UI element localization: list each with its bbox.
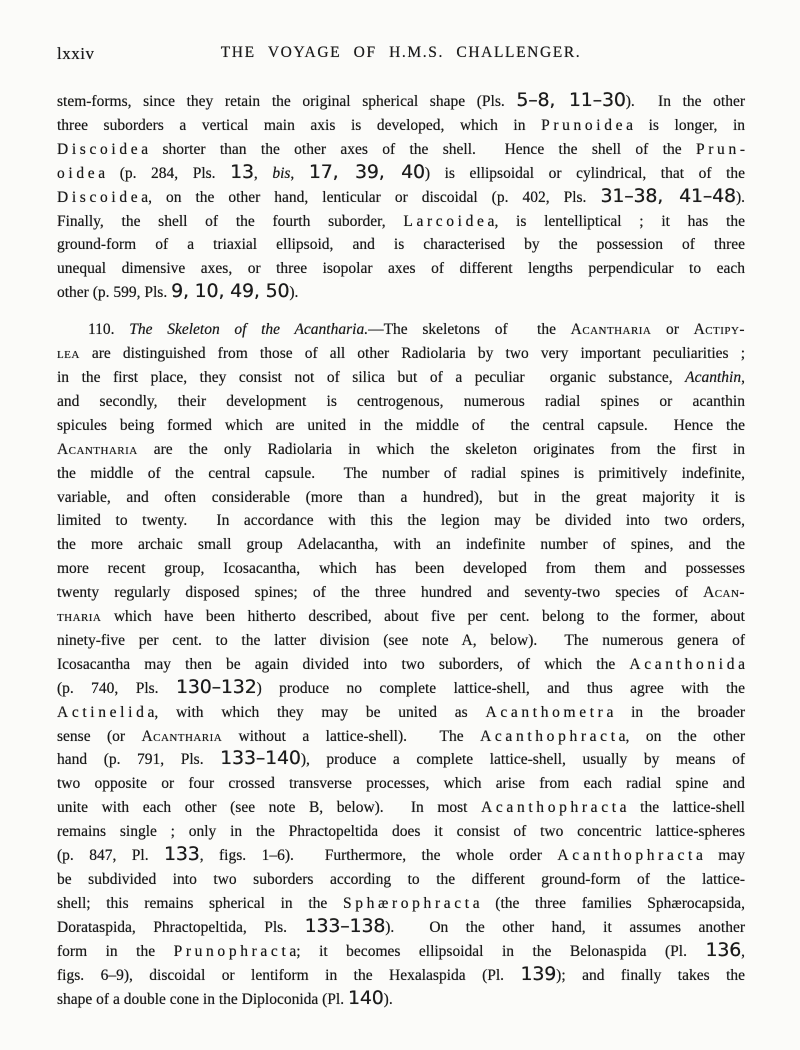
text-segment: ,	[253, 164, 273, 182]
text-line	[57, 366, 745, 390]
text-segment: shorter than the other axes of the shell. Hence the shell of the	[148, 140, 696, 158]
text-segment: or	[651, 321, 694, 339]
text-segment: spicules being formed which are united in the middle of the central capsule. Hence the	[57, 416, 745, 434]
text-segment: Icosacantha may then be again divided into two suborders, of which the	[57, 655, 630, 673]
text-segment: (the three families Sphærocapsida,	[479, 894, 745, 912]
text-segment: are the only Radiolaria in which the skeleton originates from the first in	[137, 440, 745, 458]
text-line	[57, 186, 745, 210]
text-segment: two opposite or four crossed transverse processes, which arise from each radial spine and	[57, 775, 745, 793]
text-segment: may	[702, 847, 745, 865]
text-line	[57, 438, 745, 462]
text-segment: other (p. 599, Pls.	[57, 284, 172, 302]
paragraph	[57, 318, 749, 1011]
text-line	[57, 916, 745, 940]
text-segment: Larcoidea	[403, 212, 499, 230]
text-segment: 31–38, 41–48	[600, 184, 736, 207]
text-line	[57, 233, 745, 257]
text-segment: ). In the other	[625, 93, 745, 110]
text-segment: tharia	[57, 608, 102, 626]
text-line	[57, 210, 745, 234]
text-segment: ).	[289, 284, 299, 302]
text-segment: Acantharia	[141, 727, 223, 745]
text-segment: (p. 284, Pls.	[105, 164, 231, 182]
text-segment: 17, 39, 40	[308, 160, 425, 183]
text-line	[57, 581, 745, 605]
text-segment: Actipy-	[693, 321, 745, 339]
text-line	[57, 509, 745, 533]
text-segment: Finally, the shell of the fourth suborder,	[57, 212, 404, 230]
text-segment: be subdivided into two suborders according to the different ground-form of the lattice-	[57, 871, 745, 888]
text-line	[57, 725, 745, 749]
text-segment: , with which they may be united as	[154, 703, 486, 721]
text-segment: three suborders a vertical main axis is developed, which in	[57, 116, 542, 134]
text-segment: , is lentelliptical ; it has the	[494, 212, 746, 230]
text-segment: Prunoidea	[541, 116, 637, 134]
text-segment: are distinguished from those of all other Radiolaria by two very important peculiarities ;	[79, 345, 745, 363]
text-segment: ,	[290, 164, 309, 182]
text-line	[57, 318, 745, 342]
text-line	[57, 868, 745, 892]
text-segment: 5–8, 11–30	[516, 89, 626, 111]
text-line	[57, 390, 745, 414]
text-segment: the more archaic small group Adelacantha, with an indefinite number of spines, and the	[57, 536, 745, 554]
text-segment: 133	[164, 843, 200, 866]
text-segment: (p. 740, Pls.	[57, 679, 176, 697]
text-segment: , on the other	[625, 727, 745, 745]
text-segment: Sphærophracta	[342, 894, 484, 912]
text-line	[57, 796, 745, 820]
text-segment: ); and finally takes the	[556, 966, 746, 984]
text-segment: ).	[383, 990, 393, 1008]
text-segment: ,	[741, 942, 745, 960]
text-line	[57, 748, 745, 772]
text-line	[57, 605, 745, 629]
text-segment: and secondly, their development is centrogenous, numerous radial spines or acanthin	[57, 392, 745, 410]
text-segment: Acanthophracta	[480, 727, 630, 745]
text-segment: the middle of the central capsule. The number of radial spines is primitively indefinite,	[57, 464, 745, 482]
text-segment: unite with each other (see note B, below). In most	[57, 799, 482, 817]
text-segment: ), produce a complete lattice-shell, usually by means of	[300, 751, 746, 769]
text-segment: Dorataspida, Phractopeltida, Pls.	[57, 918, 305, 936]
text-segment: shell; this remains spherical in the	[57, 894, 343, 912]
text-segment: 9, 10, 49, 50	[171, 280, 290, 303]
text-segment: Discoidea	[57, 140, 152, 158]
text-segment: Acantharia	[570, 321, 652, 339]
text-line	[57, 892, 745, 916]
text-segment: oidea	[57, 164, 109, 182]
text-segment: Acanthophracta	[481, 799, 631, 817]
text-segment: 136	[705, 938, 742, 961]
text-segment: Prun-	[695, 140, 749, 158]
text-line	[57, 844, 745, 868]
text-line	[57, 988, 745, 1012]
text-segment: The Skeleton of the Acantharia.	[129, 321, 369, 339]
text-line	[57, 414, 745, 438]
text-segment: ) produce no complete lattice-shell, and thus agree with the	[256, 679, 746, 697]
text-segment: Acantharia	[57, 440, 138, 458]
text-segment: hand (p. 791, Pls.	[57, 751, 221, 769]
text-segment: Acanthin	[685, 368, 742, 386]
text-segment: ).	[735, 188, 745, 206]
text-segment: is longer, in	[633, 116, 746, 134]
text-segment: Acanthometra	[485, 703, 617, 721]
text-segment: in the broader	[613, 703, 745, 721]
text-segment: shape of a double cone in the Diploconida (Pl.	[57, 990, 348, 1008]
text-line	[57, 281, 745, 305]
text-segment: without a lattice-shell). The	[222, 727, 481, 745]
text-line	[57, 533, 745, 557]
text-line	[57, 462, 745, 486]
text-segment: 133–138	[304, 914, 386, 937]
text-segment: lea	[57, 345, 80, 363]
text-segment: form in the	[57, 942, 174, 960]
text-line	[57, 820, 745, 844]
page-body	[57, 89, 749, 1011]
text-segment: Acanthonida	[629, 655, 749, 673]
text-segment: twenty regularly disposed spines; of the three hundred and seventy-two species of	[57, 584, 704, 602]
text-segment: ground-form of a triaxial ellipsoid, and is characterised by the possession of three	[57, 236, 745, 254]
text-segment: variable, and often considerable (more than a hundred), but in the great majority it is	[57, 488, 745, 506]
text-segment: 139	[520, 962, 557, 985]
text-segment: more recent group, Icosacantha, which has been developed from them and possesses	[57, 560, 745, 578]
running-title: THE VOYAGE OF H.M.S. CHALLENGER.	[220, 44, 582, 61]
text-line	[57, 677, 745, 701]
text-line	[57, 90, 745, 114]
text-segment: Actinelida	[57, 703, 158, 721]
text-line	[57, 557, 745, 581]
text-segment: 130–132	[175, 675, 257, 698]
text-segment: 110.	[88, 321, 130, 339]
text-segment: ; it becomes ellipsoidal in the Belonaspida (Pl.	[296, 942, 706, 960]
text-segment: 140	[347, 986, 384, 1009]
text-segment: stem-forms, since they retain the original spherical shape (Pls.	[57, 93, 517, 110]
text-line	[57, 940, 745, 964]
text-segment: , on the other hand, lenticular or discoidal (p. 402, Pls.	[148, 188, 601, 206]
text-segment: bis	[272, 164, 291, 182]
text-segment: ,	[741, 368, 745, 386]
text-line	[57, 629, 745, 653]
text-segment: —The skeletons of the	[368, 321, 571, 339]
text-segment: sense (or	[57, 727, 142, 745]
text-line	[57, 257, 745, 281]
text-segment: in the first place, they consist not of silica but of a peculiar organic substance,	[57, 368, 686, 386]
text-line	[57, 653, 749, 677]
text-line	[57, 772, 745, 796]
text-line	[57, 162, 745, 186]
text-segment: (p. 847, Pl.	[57, 847, 165, 865]
text-segment: figs. 6–9), discoidal or lentiform in the Hexalaspida (Pl.	[57, 966, 521, 984]
text-segment: limited to twenty. In accordance with this the legion may be divided into two orders,	[57, 512, 745, 530]
text-segment: ) is ellipsoidal or cylindrical, that of the	[424, 164, 746, 182]
text-segment: which have been hitherto described, about five per cent. belong to the former, about	[101, 608, 745, 626]
text-line	[57, 486, 745, 510]
text-line	[57, 342, 745, 366]
text-segment: unequal dimensive axes, or three isopolar axes of different lengths perpendicular to each	[57, 260, 745, 278]
text-segment: Prunophracta	[173, 942, 300, 960]
text-segment: the lattice-shell	[626, 799, 745, 817]
text-line	[57, 964, 745, 988]
text-line	[57, 138, 749, 162]
text-segment: Acanthophracta	[557, 847, 707, 865]
text-segment: 133–140	[220, 747, 301, 770]
text-segment: ). On the other hand, it assumes another	[385, 918, 745, 936]
paragraph	[57, 89, 749, 305]
text-segment: 13	[230, 160, 254, 183]
folio-page-number: lxxiv	[57, 44, 95, 63]
text-segment: Acan-	[703, 584, 745, 602]
text-segment: ninety-five per cent. to the latter division (see note A, below). The numerous genera of	[57, 631, 745, 649]
text-segment: remains single ; only in the Phractopeltida does it consist of two concentric lattice-spheres	[57, 823, 745, 841]
page-header	[57, 44, 745, 66]
text-line	[57, 114, 745, 138]
text-segment: , figs. 1–6). Furthermore, the whole order	[199, 847, 558, 865]
text-segment: Discoidea	[57, 188, 152, 206]
text-line	[57, 701, 745, 725]
